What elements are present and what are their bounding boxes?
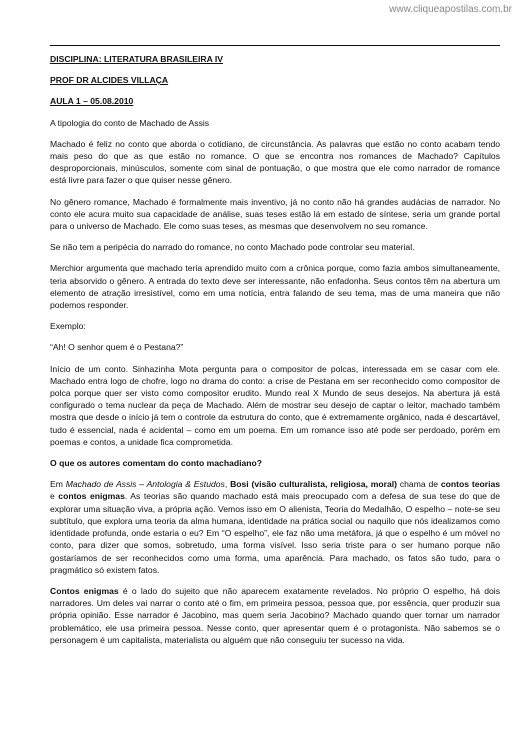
document-page xyxy=(50,53,500,655)
paragraph: Início de um conto. Sinhazinha Mota pergunta para o compositor de polcas, interessada em se casar com ele. Machado entra logo de chofre, logo no drama do conto: a crise de Pestana em ser reconhecido como compositor de polca porque quer ser visto como compositor erudito. Mundo real X Mundo de seus desejos. Na abertura já está configurado o tema nuclear da peça de Machado. Além de mostrar seu desejo de captar o leitor, machado também mostra que desde o início já tem o controle da estrutura do conto, que é extremamente orgânico, nada é descartável, tudo é essencial, nada é acidental – como em um poema. Em um romance isso até pode ser perdoado, porém em poemas e contos, a unidade fica comprometida. xyxy=(50,363,500,447)
section-heading: O que os autores comentam do conto machadiano? xyxy=(50,458,263,469)
text-run: . As teorias são quando machado está mais preocupado com a defesa de sua tese do que de explorar uma situação viva, a própria ação. Vemos isso em O alienista, Teoria do Medalhão, O espelho – note-se seu subtítulo, que explora uma teoria da alma humana, identidade na prática social ou naquilo que nós idealizamos como identidade profunda, onde estaria o eu? Em “O espelho”, ele faz não uma metáfora, já que o espelho é um móvel no conto, para dizer que somos, sobretudo, uma forma visível. Isso seria triste para o ser humano porque não gostaríamos de ser reconhecidos como uma forma, uma aparência. Para machado, os fatos são tudo, para o pragmático só existem fatos. xyxy=(50,491,500,575)
bold-run: contos teorias xyxy=(440,479,501,490)
bold-run: Bosi (visão culturalista, religiosa, moral) xyxy=(230,479,398,490)
paragraph: Se não tem a peripécia do narrado do romance, no conto Machado pode controlar seu material. xyxy=(50,242,415,253)
disciplina-heading: DISCIPLINA: LITERATURA BRASILEIRA IV xyxy=(50,54,223,64)
text-run: é o lado do sujeito que não aparecem exatamente revelados. No próprio O espelho, há dois narradores. Um deles vai narrar o conto até o fim, em primeira pessoa, pessoa que, por essência, quer produzir sua própria opinião. Esse narrador é Jacobino, mas quem seria Jacobino? Machado quando quer tornar um narrador problemático, ele usa primeira pessoa. Nesse conto, quer apresentar quem é o protagonista. Não sabemos se o personagem é um capitalista, materialista ou alguém que não conseguiu ter sucesso na vida. xyxy=(50,585,501,645)
document-title: A tipologia do conto de Machado de Assis xyxy=(50,117,210,128)
bosi-paragraph xyxy=(50,478,500,576)
text-run: Em xyxy=(50,479,66,490)
text-run: chama de xyxy=(397,479,441,490)
watermark: www.cliqueapostilas.com.br xyxy=(389,4,512,15)
quote: “Ah! O senhor quem é o Pestana?” xyxy=(50,342,184,353)
paragraph: No gênero romance, Machado é formalmente mais inventivo, já no conto não há grandes audácias de narrador. No conto ele acura muito sua capacidade de análise, suas teses estão lá em estado de síntese, seria um grande portal para o universo de Machado. Ele como suas teses, as mesmas que desenvolvem no seu romance. xyxy=(50,196,500,232)
text-run: e xyxy=(50,491,59,502)
professor-heading: PROF DR ALCIDES VILLAÇA xyxy=(50,75,169,86)
bold-run: contos enigmas xyxy=(58,491,125,502)
aula-heading: AULA 1 – 05.08.2010 xyxy=(50,96,134,107)
bold-run: Contos enigmas xyxy=(50,585,119,596)
paragraph: Merchior argumenta que machado teria aprendido muito com a crônica porque, como fazia ambos simultaneamente, teria absorvido o gênero. A entrada do texto deve ser interessante, não enfadonha. Seus contos têm na abertura um elemento de atração irresistível, como em uma notícia, entra falando de seu tema, mas de uma maneira que não podemos responder. xyxy=(50,263,500,311)
paragraph: Exemplo: xyxy=(50,321,86,332)
text-run: , xyxy=(224,479,231,490)
enigmas-paragraph xyxy=(50,585,500,646)
paragraph: Machado é feliz no conto que aborda o cotidiano, de circunstância. As palavras que estão no conto acabam tendo mais peso do que as que estão no romance. O que se encontra nos romances de Machado? Capítulos desproporcionais, minúsculos, somente com sinal de pontuação, o que mostra que ele como narrador de romance está livre para fazer o que quiser nesse gênero. xyxy=(50,138,500,186)
header-rule xyxy=(50,45,500,46)
book-title: Machado de Assis – Antologia & Estudos xyxy=(65,479,225,490)
